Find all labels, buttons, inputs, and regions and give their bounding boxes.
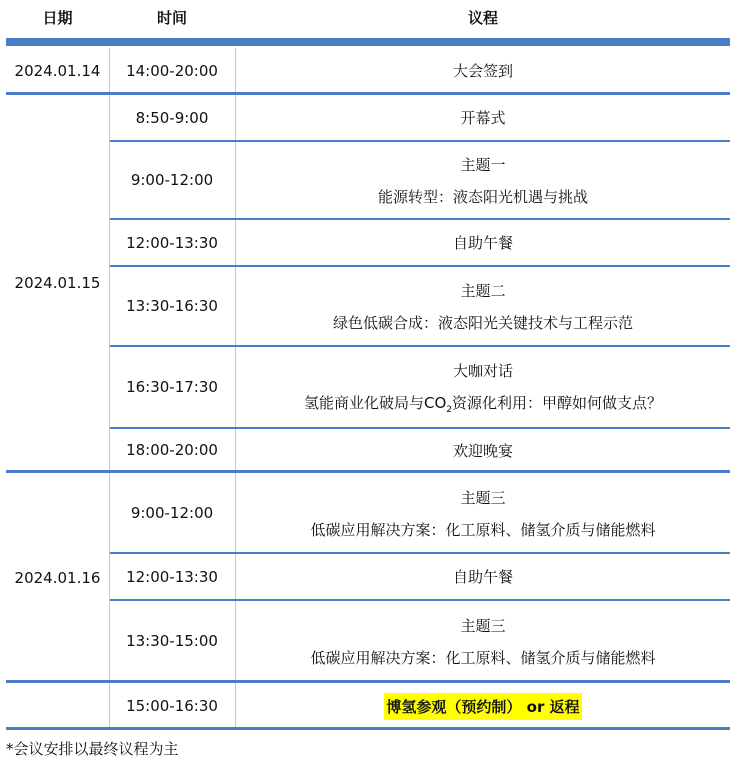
footnote: *会议安排以最终议程为主 (6, 740, 179, 758)
agenda-cell: 开幕式 (460, 109, 506, 127)
agenda-cell: 自助午餐 (452, 234, 513, 252)
agenda-cell: 主题一 能源转型：液态阳光机遇与挑战 (377, 155, 588, 206)
highlight-label: 博氢参观（预约制） or 返程 (384, 693, 581, 720)
row-divider (6, 680, 730, 683)
date-cell: 2024.01.16 (14, 569, 101, 587)
table-bottom-border (6, 727, 730, 730)
time-cell: 12:00-13:30 (126, 567, 218, 586)
time-cell: 13:30-16:30 (126, 297, 218, 315)
agenda-cell (236, 684, 730, 728)
time-cell: 15:00-16:30 (126, 697, 218, 715)
time-cell: 18:00-20:00 (126, 441, 218, 459)
agenda-cell: 自助午餐 (452, 568, 513, 586)
agenda-cell: 主题三 低碳应用解决方案：化工原料、储氢介质与储能燃料 (310, 488, 656, 539)
agenda-cell: 大会签到 (452, 62, 513, 80)
time-cell: 9:00-12:00 (130, 171, 214, 189)
time-cell: 12:00-13:30 (126, 233, 218, 252)
header-bar (6, 38, 730, 46)
row-divider (6, 470, 730, 473)
date-cell: 2024.01.15 (14, 274, 101, 292)
header-time: 时间 (156, 9, 187, 27)
header-agenda: 议程 (467, 9, 498, 27)
time-cell: 16:30-17:30 (126, 378, 218, 396)
time-cell: 9:00-12:00 (130, 504, 214, 522)
time-cell: 14:00-20:00 (126, 61, 218, 80)
date-cell: 2024.01.14 (14, 61, 101, 80)
time-cell: 8:50-9:00 (135, 108, 209, 127)
agenda-cell: 欢迎晚宴 (452, 441, 513, 460)
time-cell: 13:30-15:00 (126, 632, 218, 650)
header-date: 日期 (42, 9, 73, 27)
agenda-cell: 主题三 低碳应用解决方案：化工原料、储氢介质与储能燃料 (310, 616, 656, 667)
agenda-cell: 大咖对话 氢能商业化破局与$CO_2$资源化利用：甲醇如何做支点？ (303, 361, 663, 415)
agenda-cell: 主题二 绿色低碳合成：液态阳光关键技术与工程示范 (332, 281, 633, 332)
